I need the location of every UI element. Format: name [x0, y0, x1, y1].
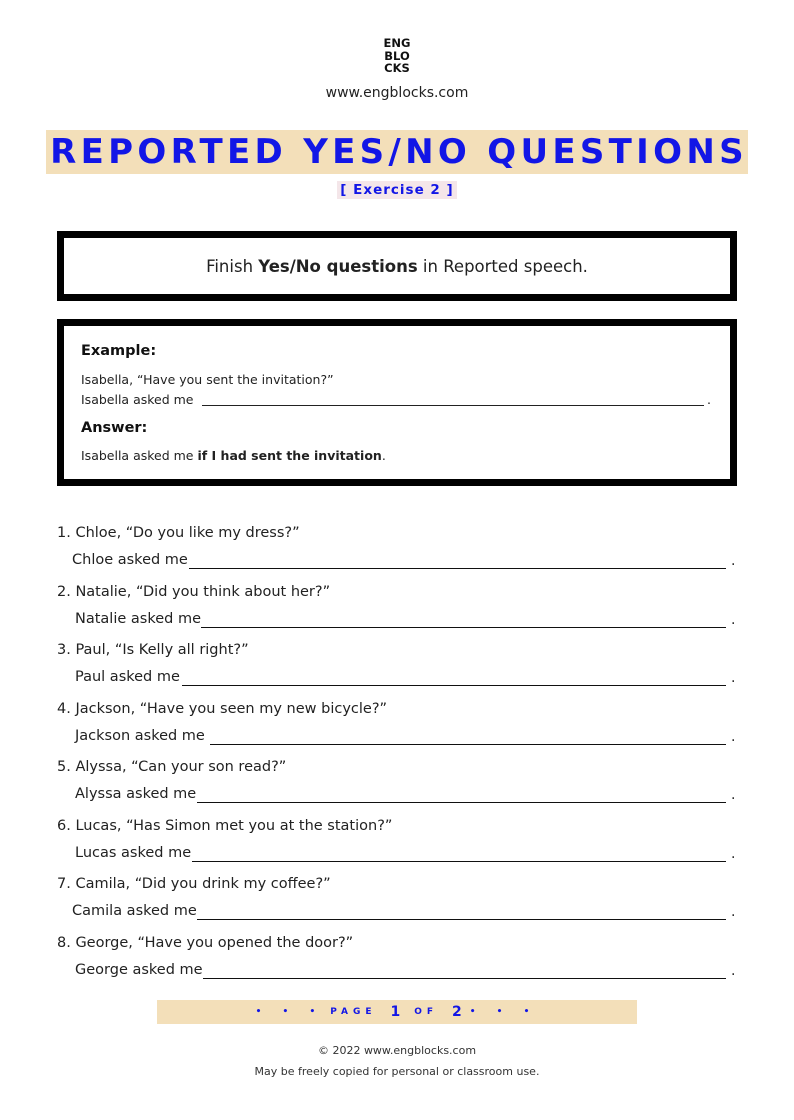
instruction-box: [57, 231, 737, 301]
example-answer-line: [202, 405, 704, 406]
question-6: 6. Lucas, “Has Simon met you at the station?”: [57, 818, 393, 834]
answer-heading: Answer:: [81, 420, 148, 436]
worksheet-title: REPORTED YES/NO QUESTIONS: [46, 130, 748, 174]
answer-prompt-5: Alyssa asked me: [75, 786, 197, 802]
answer-blank-4[interactable]: [210, 744, 726, 745]
instruction-text: Finish Yes/No questions in Reported speech.: [206, 256, 588, 276]
logo-text-line: BLO: [384, 48, 410, 63]
logo-text-line: CKS: [384, 61, 410, 75]
answer-blank-2[interactable]: [201, 627, 726, 628]
answer-prompt-1: Chloe asked me: [72, 552, 188, 568]
answer-blank-7[interactable]: [197, 919, 726, 920]
answer-prompt-3: Paul asked me: [75, 669, 180, 685]
answer-blank-6[interactable]: [192, 861, 726, 862]
exercise-label: [ Exercise 2 ]: [337, 181, 456, 199]
answer-prompt-6: Lucas asked me: [75, 845, 192, 861]
example-prompt: Isabella asked me: [81, 392, 194, 407]
total-pages-number: 2: [452, 1004, 462, 1020]
answer-period-5: .: [731, 787, 736, 803]
answer-blank-5[interactable]: [197, 802, 726, 803]
example-answer: Isabella asked me if I had sent the invitation.: [81, 448, 386, 463]
answer-period-6: .: [731, 846, 736, 862]
logo-text-line: ENG: [383, 36, 411, 50]
answer-period-8: .: [731, 963, 736, 979]
question-7: 7. Camila, “Did you drink my coffee?”: [57, 876, 331, 892]
answer-blank-3[interactable]: [182, 685, 726, 686]
answer-blank-8[interactable]: [203, 978, 726, 979]
current-page-number: 1: [390, 1004, 401, 1020]
question-5: 5. Alyssa, “Can your son read?”: [57, 759, 287, 775]
answer-prompt-7: Camila asked me: [72, 903, 197, 919]
answer-period-3: .: [731, 670, 736, 686]
site-url[interactable]: www.engblocks.com: [325, 85, 469, 101]
copyright-text: © 2022 www.engblocks.com: [317, 1044, 477, 1057]
question-4: 4. Jackson, “Have you seen my new bicycle?”: [57, 701, 388, 717]
answer-period-7: .: [731, 904, 736, 920]
of-label: OF: [414, 1007, 439, 1017]
example-heading: Example:: [81, 343, 157, 359]
question-8: 8. George, “Have you opened the door?”: [57, 935, 354, 951]
answer-period-4: .: [731, 729, 736, 745]
question-2: 2. Natalie, “Did you think about her?”: [57, 584, 331, 600]
decorative-dots: • • •: [469, 1007, 539, 1017]
question-3: 3. Paul, “Is Kelly all right?”: [57, 642, 249, 658]
answer-blank-1[interactable]: [189, 568, 726, 569]
answer-period-2: .: [731, 612, 736, 628]
example-question: Isabella, “Have you sent the invitation?”: [81, 372, 334, 387]
answer-prompt-8: George asked me: [75, 962, 203, 978]
answer-prompt-4: Jackson asked me: [75, 728, 205, 744]
license-text: May be freely copied for personal or classroom use.: [254, 1065, 540, 1078]
page-indicator: [157, 1000, 637, 1024]
answer-prompt-2: Natalie asked me: [75, 611, 201, 627]
engblocks-logo: [379, 37, 415, 75]
answer-period-1: .: [731, 553, 736, 569]
example-box: [57, 319, 737, 486]
example-period: .: [707, 392, 711, 407]
page-label: PAGE: [330, 1007, 377, 1017]
question-1: 1. Chloe, “Do you like my dress?”: [57, 525, 300, 541]
decorative-dots: • • •: [255, 1007, 325, 1017]
